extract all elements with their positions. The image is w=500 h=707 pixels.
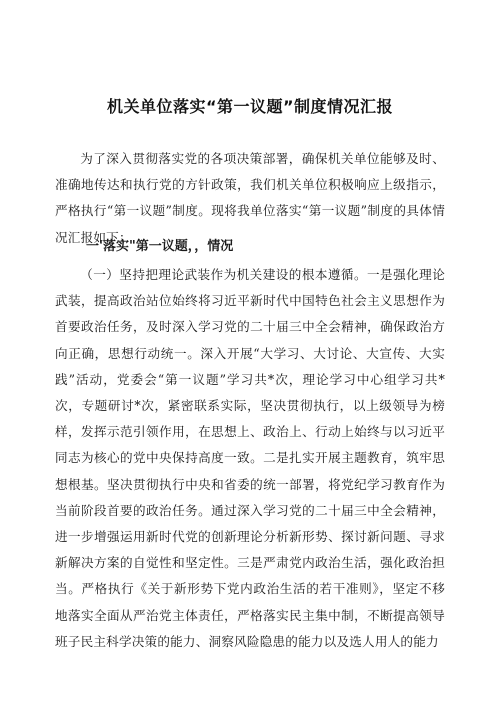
document-title: 机关单位落实“第一议题”制度情况汇报 bbox=[106, 97, 394, 116]
intro-paragraph: 为了深入贯彻落实党的各项决策部署，确保机关单位能够及时、准确地传达和执行党的方针政策，我们机关单位积极响应上级指示，严格执行“第一议题”制度。现将我单位落实“第一议题”制度的具体情况汇报如下： bbox=[55, 151, 445, 245]
section-heading: 一'落实"第一议题，，情况 bbox=[86, 239, 234, 254]
body-paragraph: （一）坚持把理论武装作为机关建设的根本遵循。一是强化理论武装，提高政治站位始终将习近平新时代中国特色社会主义思想作为首要政治任务，及时深入学习党的二十届三中全会精神，确保政治方向正确，思想行动统一。深入开展“大学习、大讨论、大宣传、大实践”活动，党委会“第一议题”学习共*次，理论学习中心组学习共*次，专题研讨*次，紧密联系实际，坚决贯彻执行，以上级领导为榜样，发挥示范引领作用，在思想上、政治上、行动上始终与以习近平同志为核心的党中央保持高度一致。二是扎实开展主题教育，筑牢思想根基。坚决贯彻执行中央和省委的统一部署，将党纪学习教育作为当前阶段首要的政治任务。通过深入学习党的二十届三中全会精神，进一步增强运用新时代党的创新理论分析新形势、探讨新问题、寻求新解决方案的自觉性和坚定性。三是严肃党内政治生活，强化政治担当。严格执行《关于新形势下党内政治生活的若干准则》，坚定不移地落实全面从严治党主体责任，严格落实民主集中制，不断提高领导班子民主科学决策的能力、洞察风险隐患的能力以及选人用人的能力 bbox=[55, 267, 445, 649]
